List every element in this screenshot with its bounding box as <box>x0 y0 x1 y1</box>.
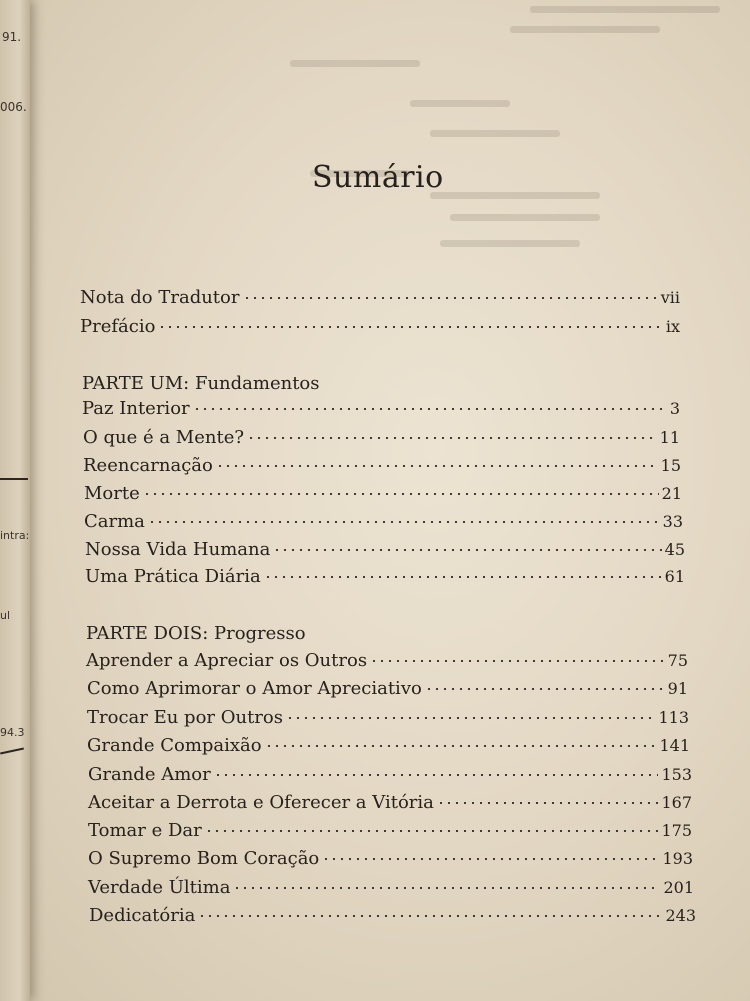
toc-entry-title: Reencarnação <box>83 455 213 476</box>
toc-entry-title: Verdade Última <box>88 877 231 898</box>
dot-leader <box>233 887 660 889</box>
toc-entry-page: 15 <box>660 456 681 475</box>
toc-entry <box>88 877 694 903</box>
dot-leader <box>437 802 659 804</box>
toc-entry-title: Grande Amor <box>88 764 211 785</box>
dot-leader <box>205 830 659 832</box>
page-title: Sumário <box>312 160 444 195</box>
toc-entry-title: Uma Prática Diária <box>85 566 261 587</box>
toc-entry <box>84 483 682 509</box>
toc-entry <box>80 316 680 342</box>
left-page-fragment: 006. <box>0 100 27 114</box>
toc-entry-title: Grande Compaixão <box>87 735 262 756</box>
toc-entry-page: 175 <box>661 821 692 840</box>
section-heading-part-two: PARTE DOIS: Progresso <box>86 623 306 644</box>
toc-entry-title: Trocar Eu por Outros <box>87 707 283 728</box>
dot-leader <box>214 774 659 776</box>
toc-entry-title: Como Aprimorar o Amor Apreciativo <box>87 678 422 699</box>
toc-entry-page: 113 <box>658 708 689 727</box>
left-page-fragment: ul <box>0 609 11 622</box>
toc-entry-page: ix <box>665 317 680 336</box>
toc-entry <box>80 287 680 313</box>
toc-entry-title: Carma <box>84 511 145 532</box>
left-page-fragment: intra: <box>0 529 30 542</box>
dot-leader <box>148 521 660 523</box>
dot-leader <box>265 745 657 747</box>
toc-entry <box>88 820 692 846</box>
dot-leader <box>322 858 659 860</box>
dot-leader <box>158 326 662 328</box>
toc-entry-page: 243 <box>665 906 696 925</box>
toc-entry <box>83 427 680 453</box>
toc-entry <box>87 707 689 733</box>
toc-entry <box>87 678 688 704</box>
dot-leader <box>247 437 657 439</box>
dot-leader <box>198 915 662 917</box>
toc-entry-title: O Supremo Bom Coração <box>88 848 320 869</box>
toc-entry <box>88 848 693 874</box>
dot-leader <box>264 576 662 578</box>
toc-entry-page: 201 <box>663 878 694 897</box>
toc-entry <box>87 735 690 761</box>
dot-leader <box>273 549 661 551</box>
toc-entry <box>85 566 685 592</box>
section-heading-part-one: PARTE UM: Fundamentos <box>82 373 320 394</box>
toc-entry-page: 61 <box>664 567 685 586</box>
dot-leader <box>425 688 665 690</box>
toc-entry-title: Morte <box>84 483 140 504</box>
toc-entry-page: 21 <box>661 484 682 503</box>
dot-leader <box>216 465 658 467</box>
toc-entry <box>83 455 681 481</box>
toc-entry <box>89 905 696 931</box>
toc-entry-title: Tomar e Dar <box>88 820 202 841</box>
left-page-fragment: 94.3 <box>0 726 25 739</box>
toc-entry-page: 91 <box>667 679 688 698</box>
toc-entry-title: Aprender a Apreciar os Outros <box>86 650 368 671</box>
toc-entry <box>88 764 692 790</box>
toc-entry-page: 11 <box>659 428 680 447</box>
dot-leader <box>143 493 659 495</box>
dot-leader <box>193 408 667 410</box>
toc-entry-page: 153 <box>661 765 692 784</box>
dot-leader <box>286 717 655 719</box>
toc-entry <box>85 539 685 565</box>
left-page-fragment: 91. <box>2 30 22 44</box>
toc-entry <box>86 650 688 676</box>
toc-entry-page: 33 <box>662 512 683 531</box>
toc-entry-title: Nota do Tradutor <box>80 287 240 308</box>
toc-entry-title: Dedicatória <box>89 905 196 926</box>
dot-leader <box>370 660 665 662</box>
toc-entry-title: Prefácio <box>80 316 156 337</box>
toc-entry-title: Aceitar a Derrota e Oferecer a Vitória <box>88 792 434 813</box>
toc-entry-title: Nossa Vida Humana <box>85 539 271 560</box>
toc-entry-title: Paz Interior <box>82 398 190 419</box>
toc-entry-page: 45 <box>664 540 685 559</box>
dot-leader <box>243 297 658 299</box>
toc-entry-page: 167 <box>661 793 692 812</box>
toc-entry <box>88 792 692 818</box>
toc-entry-page: 193 <box>662 849 693 868</box>
toc-entry-page: vii <box>660 288 680 307</box>
toc-entry <box>82 398 680 424</box>
toc-entry-title: O que é a Mente? <box>83 427 245 448</box>
toc-entry-page: 3 <box>669 399 680 418</box>
toc-entry-page: 141 <box>659 736 690 755</box>
toc-entry <box>84 511 683 537</box>
toc-entry-page: 75 <box>667 651 688 670</box>
